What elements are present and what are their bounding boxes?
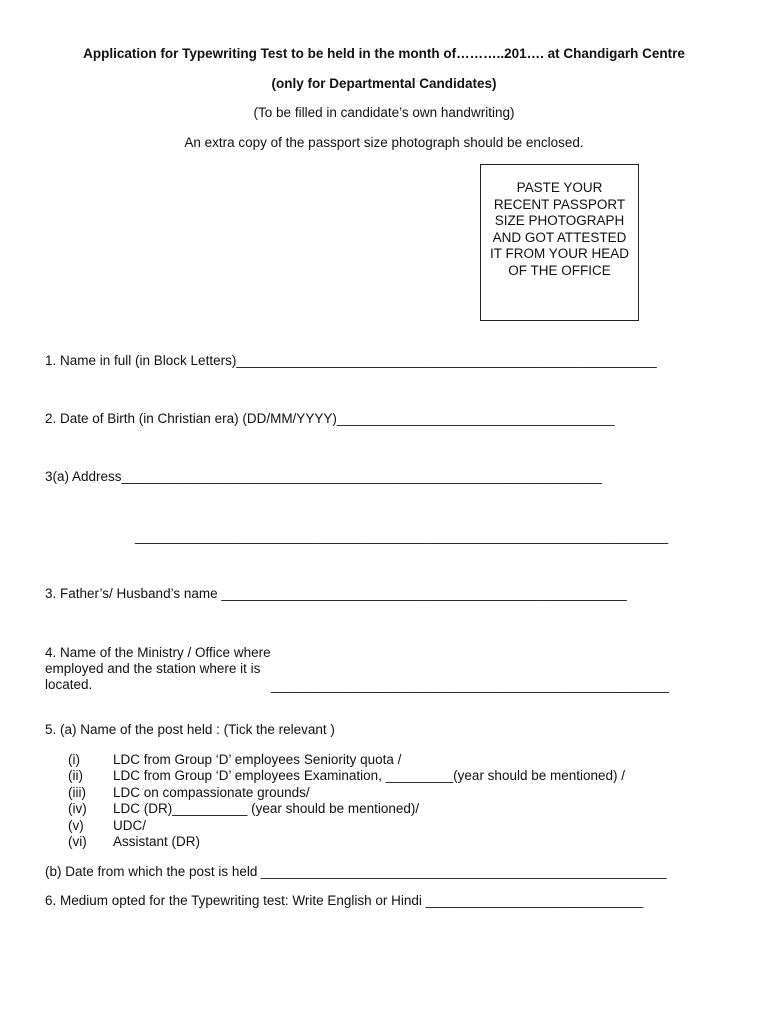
post-option-text: LDC on compassionate grounds/ <box>113 785 310 800</box>
post-option-number: (i) <box>68 752 80 767</box>
handwriting-instruction: (To be filled in candidate’s own handwriting) <box>253 105 515 120</box>
address-field-line2: _______________________________________________________________________ <box>135 529 669 544</box>
father-husband-name-field: 3. Father’s/ Husband’s name ______________________________________________________ <box>45 586 627 601</box>
post-option-number: (ii) <box>68 768 83 783</box>
post-option-text: LDC from Group ‘D’ employees Examination, _________(year should be mentioned) / <box>113 768 626 783</box>
address-field: 3(a) Address________________________________________________________________ <box>45 469 603 484</box>
form-subtitle: (only for Departmental Candidates) <box>271 76 497 91</box>
ministry-label-line2: employed and the station where it is <box>45 661 261 676</box>
photo-box-line: OF THE OFFICE <box>508 262 611 278</box>
dob-field: 2. Date of Birth (in Christian era) (DD/MM/YYYY)_____________________________________ <box>45 411 615 426</box>
medium-field: 6. Medium opted for the Typewriting test: Write English or Hindi _____________________________ <box>45 893 644 908</box>
photo-box-line: PASTE YOUR <box>516 180 603 195</box>
post-option-number: (iii) <box>68 785 86 800</box>
post-option <box>68 768 625 783</box>
photo-box <box>480 164 639 321</box>
photograph-note: An extra copy of the passport size photograph should be enclosed. <box>184 135 584 150</box>
photo-box-line: IT FROM YOUR HEAD <box>489 246 629 261</box>
ministry-label-line3: located. <box>45 677 93 692</box>
photo-box-line: AND GOT ATTESTED <box>492 229 627 245</box>
ministry-blank: _____________________________________________________ <box>271 678 669 693</box>
form-title: Application for Typewriting Test to be held in the month of………..201…. at Chandigarh Centre <box>83 46 685 61</box>
post-option <box>68 818 146 833</box>
photo-box-line: SIZE PHOTOGRAPH <box>494 213 625 228</box>
post-option-text: UDC/ <box>113 818 146 833</box>
post-option <box>68 785 310 800</box>
name-field: 1. Name in full (in Block Letters)________________________________________________________ <box>45 353 657 368</box>
post-date-field: (b) Date from which the post is held ______________________________________________________ <box>45 864 667 879</box>
post-option <box>68 801 419 816</box>
post-option-number: (v) <box>68 818 84 833</box>
post-option-text: Assistant (DR) <box>113 834 201 849</box>
post-option <box>68 834 200 849</box>
post-option-number: (vi) <box>68 834 87 849</box>
photo-box-line: RECENT PASSPORT <box>493 196 626 212</box>
post-option-number: (iv) <box>68 801 87 816</box>
ministry-label-line1: 4. Name of the Ministry / Office where <box>45 645 271 660</box>
post-option-text: LDC from Group ‘D’ employees Seniority quota / <box>113 752 402 767</box>
post-option-text: LDC (DR)__________ (year should be mentioned)/ <box>113 801 420 816</box>
post-held-heading: 5. (a) Name of the post held : (Tick the relevant ) <box>45 722 335 737</box>
post-option <box>68 752 401 767</box>
